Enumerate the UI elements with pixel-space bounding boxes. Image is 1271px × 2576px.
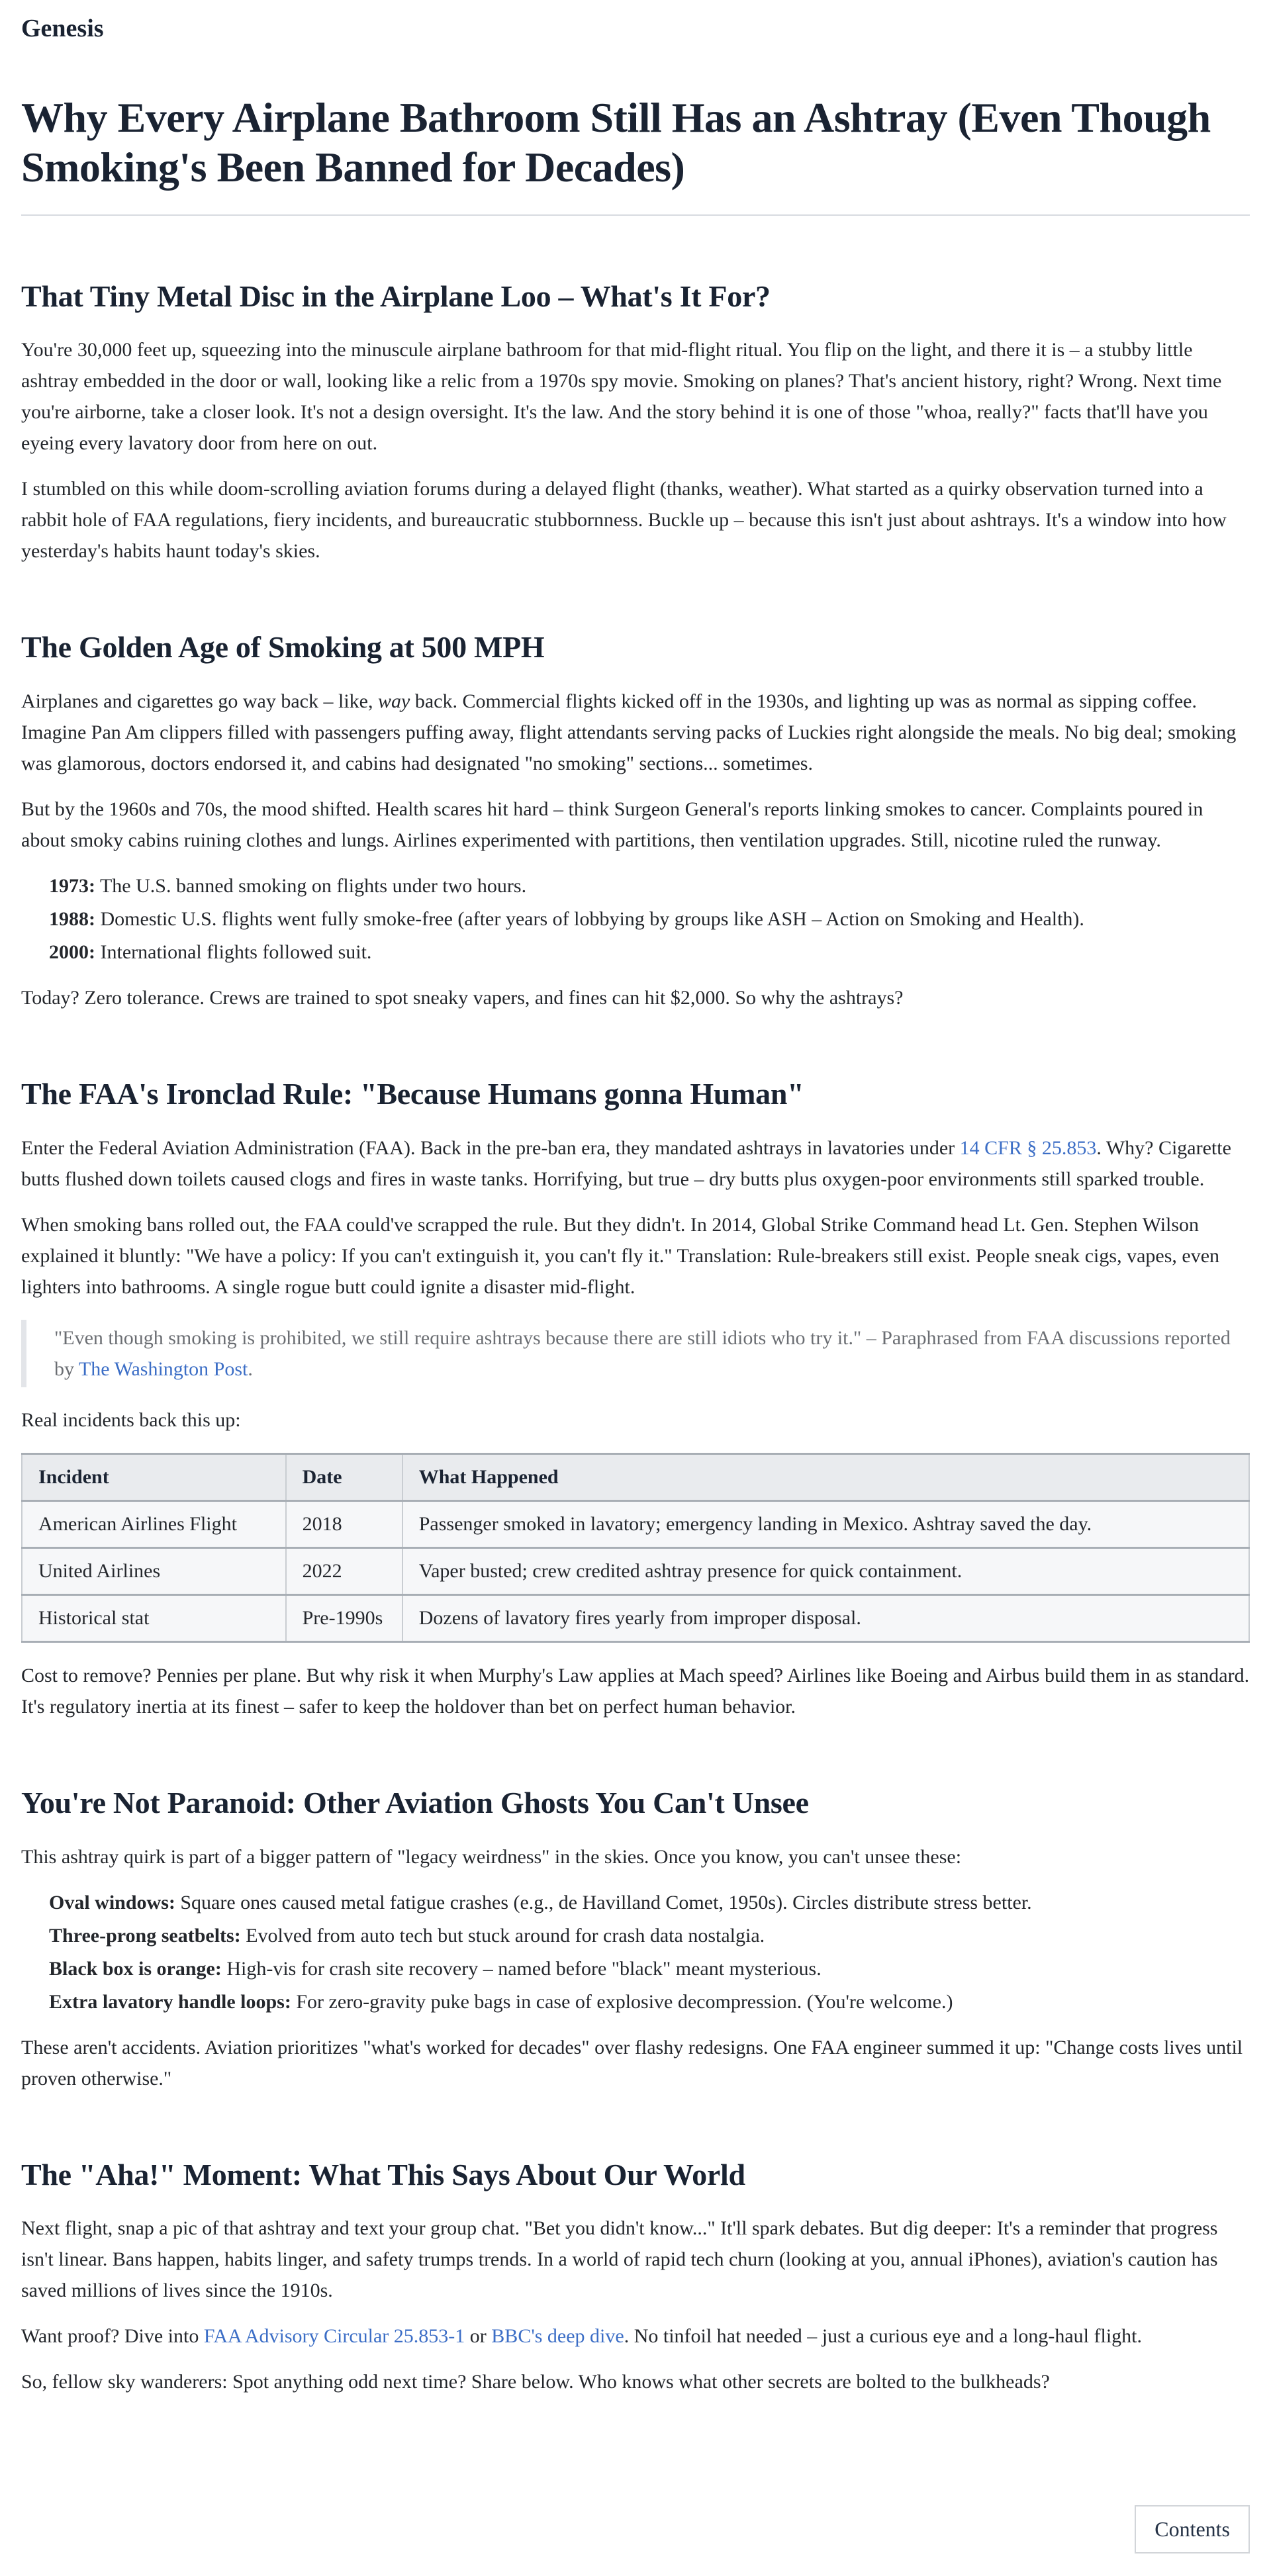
text-segment: I stumbled on this while doom-scrolling aviation forums during a delayed flight (thanks, weather). What started as a quirky observation turned into a rabbit hole of FAA regulations, fiery incidents, and bureaucratic stubbornness. Buckle up – because this isn't just about ashtrays. It's a window into how yesterday's habits haunt today's skies.	[21, 478, 1227, 563]
contents-button[interactable]: Contents	[1135, 2505, 1250, 2553]
paragraph	[21, 2032, 1250, 2094]
article-body	[21, 277, 1250, 2398]
bullet-list	[21, 870, 1250, 968]
text-segment: High-vis for crash site recovery – named before "black" meant mysterious.	[221, 1957, 822, 1980]
table-row	[22, 1594, 1249, 1641]
inline-link[interactable]: 14 CFR § 25.853	[959, 1136, 1097, 1159]
text-segment: Airplanes and cigarettes go way back – like,	[21, 690, 378, 713]
text-segment: or	[465, 2325, 492, 2348]
section-heading: The "Aha!" Moment: What This Says About Our World	[21, 2157, 745, 2191]
table-header-cell: Date	[286, 1453, 402, 1500]
section-heading: The Golden Age of Smoking at 500 MPH	[21, 630, 545, 665]
text-segment: . Why? Cigarette butts flushed down toilets caused clogs and fires in waste tanks. Horrifying, but true – dry butts plus oxygen-poor environments still sparked trouble.	[21, 1136, 1231, 1190]
paragraph	[21, 1209, 1250, 1303]
text-segment: Next flight, snap a pic of that ashtray and text your group chat. "Bet you didn't know..." It'll spark debates. But dig deeper: It's a reminder that progress isn't linear. Bans happen, habits linger, and safety trumps trends. In a world of rapid tech churn (looking at you, annual iPhones), aviation's caution has saved millions of lives since the 1910s.	[21, 2217, 1218, 2302]
text-segment: 2000:	[49, 941, 95, 964]
blockquote	[21, 1320, 1250, 1387]
paragraph	[21, 1660, 1250, 1722]
text-segment: Real incidents back this up:	[21, 1408, 241, 1431]
text-segment: Cost to remove? Pennies per plane. But why risk it when Murphy's Law applies at Mach speed? Airlines like Boeing and Airbus build them in as standard. It's regulatory inertia at its finest – safer to keep the holdover than bet on perfect human behavior.	[21, 1664, 1250, 1718]
list-item	[49, 1887, 1250, 1918]
list-item	[49, 1986, 1250, 2017]
text-segment: Oval windows:	[49, 1891, 175, 1913]
paragraph	[21, 982, 1250, 1013]
text-segment: The U.S. banned smoking on flights under two hours.	[95, 875, 527, 897]
table-row	[22, 1547, 1249, 1594]
inline-link[interactable]: BBC's deep dive	[491, 2325, 624, 2348]
table-cell: Passenger smoked in lavatory; emergency landing in Mexico. Ashtray saved the day.	[402, 1500, 1249, 1547]
title-divider	[21, 214, 1250, 216]
list-item	[49, 870, 1250, 901]
text-segment: . No tinfoil hat needed – just a curious eye and a long-haul flight.	[624, 2325, 1142, 2348]
text-segment: Three-prong seatbelts:	[49, 1924, 241, 1947]
page-title: Why Every Airplane Bathroom Still Has an Ashtray (Even Though Smoking's Been Banned for Decades)	[21, 93, 1211, 191]
paragraph	[21, 2366, 1250, 2397]
table-header-row	[22, 1453, 1249, 1500]
text-segment: Extra lavatory handle loops:	[49, 1990, 291, 2013]
text-segment: Enter the Federal Aviation Administration (FAA). Back in the pre-ban era, they mandated ashtrays in lavatories under	[21, 1136, 960, 1159]
text-segment: 1988:	[49, 908, 95, 931]
inline-link[interactable]: The Washington Post	[78, 1357, 248, 1380]
text-segment: But by the 1960s and 70s, the mood shifted. Health scares hit hard – think Surgeon General's reports linking smokes to cancer. Complaints poured in about smoky cabins ruining clothes and lungs. Airlines experimented with partitions, then ventilation upgrades. Still, nicotine ruled the runway.	[21, 798, 1203, 852]
text-segment: "Even though smoking is prohibited, we still require ashtrays because there are still idiots who try it." – Paraphrased from FAA discussions reported by	[54, 1326, 1231, 1380]
text-segment: This ashtray quirk is part of a bigger pattern of "legacy weirdness" in the skies. Once you know, you can't unsee these:	[21, 1845, 962, 1868]
text-segment: When smoking bans rolled out, the FAA could've scrapped the rule. But they didn't. In 2014, Global Strike Command head Lt. Gen. Stephen Wilson explained it bluntly: "We have a policy: If you can't extinguish it, you can't fly it." Translation: Rule-breakers still exist. People sneak cigs, vapes, even lighters into bathrooms. A single rogue butt could ignite a disaster mid-flight.	[21, 1213, 1220, 1298]
table-cell: 2018	[286, 1500, 402, 1547]
bullet-list	[21, 1887, 1250, 2017]
paragraph	[21, 473, 1250, 567]
text-segment: Want proof? Dive into	[21, 2325, 204, 2348]
brand-title: Genesis	[21, 15, 104, 42]
paragraph	[21, 794, 1250, 856]
section-heading: That Tiny Metal Disc in the Airplane Loo – What's It For?	[21, 279, 771, 313]
paragraph	[21, 1404, 1250, 1436]
list-item	[49, 903, 1250, 935]
table-cell: Dozens of lavatory fires yearly from improper disposal.	[402, 1594, 1249, 1641]
inline-link[interactable]: FAA Advisory Circular 25.853-1	[203, 2325, 465, 2348]
text-segment: Today? Zero tolerance. Crews are trained to spot sneaky vapers, and fines can hit $2,000. So why the ashtrays?	[21, 987, 904, 1009]
table-cell: Historical stat	[22, 1594, 286, 1641]
text-segment: For zero-gravity puke bags in case of explosive decompression. (You're welcome.)	[291, 1990, 953, 2013]
text-segment: Square ones caused metal fatigue crashes (e.g., de Havilland Comet, 1950s). Circles distribute stress better.	[175, 1891, 1032, 1913]
paragraph	[21, 334, 1250, 459]
text-segment: back. Commercial flights kicked off in the 1930s, and lighting up was as normal as sipping coffee. Imagine Pan Am clippers filled with passengers puffing away, flight attendants serving packs of Luckies right alongside the meals. No big deal; smoking was glamorous, doctors endorsed it, and cabins had designated "no smoking" sections... sometimes.	[21, 690, 1237, 775]
table-cell: American Airlines Flight	[22, 1500, 286, 1547]
paragraph	[21, 686, 1250, 779]
table-cell: Pre-1990s	[286, 1594, 402, 1641]
text-segment: So, fellow sky wanderers: Spot anything odd next time? Share below. Who knows what other secrets are bolted to the bulkheads?	[21, 2371, 1050, 2393]
section-heading: You're Not Paranoid: Other Aviation Ghosts You Can't Unsee	[21, 1785, 809, 1819]
text-segment: 1973:	[49, 875, 95, 897]
table-header-cell: Incident	[22, 1453, 286, 1500]
text-segment: Domestic U.S. flights went fully smoke-free (after years of lobbying by groups like ASH – Action on Smoking and Health).	[95, 908, 1084, 931]
text-segment: You're 30,000 feet up, squeezing into the minuscule airplane bathroom for that mid-flight ritual. You flip on the light, and there it is – a stubby little ashtray embedded in the door or wall, looking like a relic from a 1970s spy movie. Smoking on planes? That's ancient history, right? Wrong. Next time you're airborne, take a closer look. It's not a design oversight. It's the law. And the story behind it is one of those "whoa, really?" facts that'll have you eyeing every lavatory door from here on out.	[21, 339, 1222, 455]
paragraph	[21, 2321, 1250, 2352]
text-segment: .	[248, 1357, 253, 1380]
paragraph	[21, 2213, 1250, 2306]
paragraph	[21, 1132, 1250, 1195]
list-item	[49, 1920, 1250, 1951]
list-item	[49, 1953, 1250, 1984]
section-heading: The FAA's Ironclad Rule: "Because Humans gonna Human"	[21, 1077, 804, 1111]
text-segment: These aren't accidents. Aviation prioritizes "what's worked for decades" over flashy redesigns. One FAA engineer summed it up: "Change costs lives until proven otherwise."	[21, 2036, 1243, 2090]
text-segment: Black box is orange:	[49, 1957, 222, 1980]
table-cell: 2022	[286, 1547, 402, 1594]
paragraph	[21, 1841, 1250, 1872]
text-segment: way	[377, 690, 410, 713]
text-segment: International flights followed suit.	[95, 941, 372, 964]
table-cell: United Airlines	[22, 1547, 286, 1594]
table-row	[22, 1500, 1249, 1547]
list-item	[49, 937, 1250, 968]
table-cell: Vaper busted; crew credited ashtray presence for quick containment.	[402, 1547, 1249, 1594]
text-segment: Evolved from auto tech but stuck around for crash data nostalgia.	[240, 1924, 765, 1947]
table-header-cell: What Happened	[402, 1453, 1249, 1500]
incidents-table	[21, 1453, 1250, 1643]
site-header	[21, 13, 1250, 45]
